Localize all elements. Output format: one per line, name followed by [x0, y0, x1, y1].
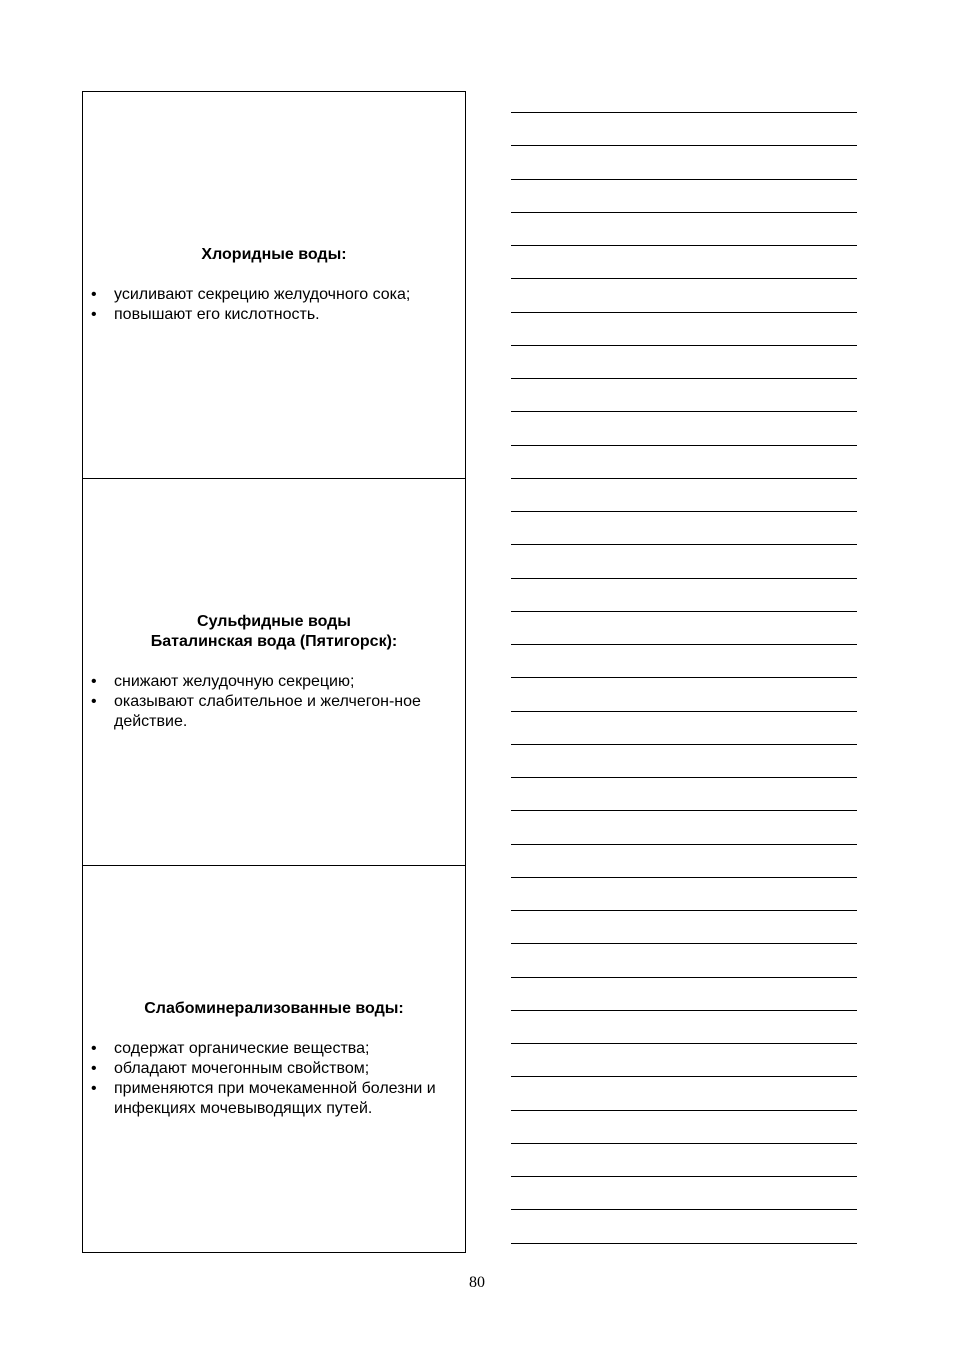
note-line [511, 777, 857, 778]
slide-low-mineral-waters [82, 865, 466, 1253]
bullet-list [91, 285, 457, 325]
note-line [511, 844, 857, 845]
note-line [511, 411, 857, 412]
page-number: 80 [469, 1274, 485, 1291]
slide-chloride-waters [82, 91, 466, 479]
note-line [511, 611, 857, 612]
slide-title [91, 245, 457, 265]
note-line [511, 212, 857, 213]
note-line [511, 943, 857, 944]
note-line [511, 345, 857, 346]
slide-title-line: Баталинская вода (Пятигорск): [150, 633, 398, 650]
slide-title-line: Хлоридные воды: [201, 246, 347, 263]
note-line [511, 312, 857, 313]
note-line [511, 145, 857, 146]
note-line [511, 112, 857, 113]
note-line [511, 1243, 857, 1244]
note-line [511, 977, 857, 978]
note-line [511, 711, 857, 712]
note-line [511, 179, 857, 180]
note-line [511, 1110, 857, 1111]
bullet-item: • обладают мочегонным свойством; [91, 1059, 457, 1079]
bullet-list [91, 672, 457, 732]
note-line [511, 1209, 857, 1210]
note-line [511, 1176, 857, 1177]
slides-column [82, 91, 466, 1253]
note-line [511, 677, 857, 678]
bullet-item: • применяются при мочекаменной болезни и инфекциях мочевыводящих путей. [91, 1079, 457, 1119]
note-line [511, 445, 857, 446]
note-line [511, 511, 857, 512]
note-line [511, 1076, 857, 1077]
note-line [511, 810, 857, 811]
bullet-item: • повышают его кислотность. [91, 305, 457, 325]
note-line [511, 278, 857, 279]
slide-title-line: Сульфидные воды [197, 613, 351, 630]
note-line [511, 245, 857, 246]
note-line [511, 910, 857, 911]
note-line [511, 1010, 857, 1011]
note-line [511, 378, 857, 379]
bullet-item: • усиливают секрецию желудочного сока; [91, 285, 457, 305]
note-line [511, 478, 857, 479]
note-line [511, 744, 857, 745]
slide-title [91, 612, 457, 652]
bullet-item: • снижают желудочную секрецию; [91, 672, 457, 692]
note-line [511, 1043, 857, 1044]
slide-title [91, 999, 457, 1019]
note-line [511, 578, 857, 579]
note-line [511, 644, 857, 645]
bullet-item: • оказывают слабительное и желчегон-ное действие. [91, 692, 457, 732]
note-line [511, 1143, 857, 1144]
slide-title-line: Слабоминерализованные воды: [144, 1000, 404, 1017]
note-line [511, 544, 857, 545]
note-line [511, 877, 857, 878]
bullet-item: • содержат органические вещества; [91, 1039, 457, 1059]
bullet-list [91, 1039, 457, 1119]
slide-sulfide-waters [82, 478, 466, 866]
